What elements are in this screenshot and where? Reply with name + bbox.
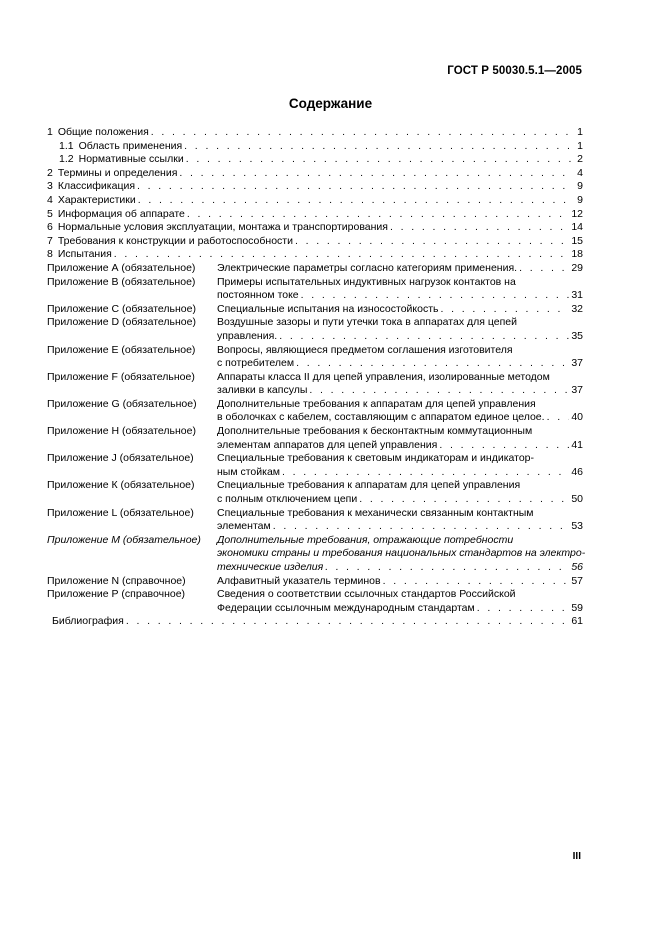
toc-entry-title: Специальные требования к аппаратам для цепей управления [217, 479, 521, 492]
toc-entry-page: 9 [577, 193, 583, 206]
toc-entry-number: Приложение В (обязательное) [47, 275, 196, 288]
toc-entry-page: 59 [571, 601, 583, 614]
toc-entry[interactable] [47, 303, 583, 317]
toc-entry-number: Приложение Р (справочное) [47, 588, 186, 601]
toc-entry-page: 9 [577, 180, 583, 193]
dot-leader [137, 180, 573, 194]
toc-entry-number: Приложение G (обязательное) [47, 397, 197, 410]
toc-entry-title: Нормативные ссылки [78, 153, 184, 166]
toc-entry[interactable] [47, 575, 583, 589]
toc-entry-title: Воздушные зазоры и пути утечки тока в аппаратах для цепей [217, 316, 517, 329]
toc-entry-number: 4 [47, 193, 53, 206]
toc-entry-number: Приложение D (обязательное) [47, 316, 196, 329]
toc-entry-number: Приложение А (обязательное) [47, 261, 196, 274]
toc-entry-title: Аппараты класса II для цепей управления, изолированные методом [217, 370, 550, 383]
toc-entry-page: 18 [571, 248, 583, 261]
dot-leader [547, 411, 570, 425]
toc-entry-title: Классификация [57, 180, 136, 193]
toc-entry[interactable] [47, 194, 583, 208]
toc-entry-number: Приложение С (обязательное) [47, 302, 196, 315]
toc-entry-number: 7 [47, 234, 53, 247]
dot-leader [295, 235, 569, 249]
dot-leader [383, 575, 570, 589]
page-title: Содержание [288, 96, 373, 111]
toc-entry-title: Специальные требования к световым индикаторам и индикатор- [217, 452, 534, 465]
toc-entry-title: Специальные испытания на износостойкость [217, 302, 439, 315]
toc-entry[interactable] [47, 371, 583, 398]
toc-entry-number: 5 [47, 207, 53, 220]
toc-entry-page: 4 [577, 166, 583, 179]
dot-leader [273, 520, 570, 534]
toc-entry-title: элементам аппаратов для цепей управления [217, 438, 438, 451]
dot-leader [184, 140, 573, 154]
toc-entry-number: Приложение М (обязательное) [47, 533, 201, 546]
toc-entry[interactable] [47, 140, 583, 154]
toc-entry-title: в оболочках с кабелем, составляющим с аппаратом единое целое. [217, 411, 545, 424]
dot-leader [296, 357, 569, 371]
toc-entry[interactable] [47, 153, 583, 167]
dot-leader [359, 493, 569, 507]
toc-entry-page: 40 [571, 411, 583, 424]
toc-entry-title: Термины и определения [57, 166, 178, 179]
dot-leader [179, 167, 573, 181]
toc-entry-number: 8 [47, 248, 53, 261]
toc-entry[interactable] [47, 208, 583, 222]
toc-entry[interactable] [47, 221, 583, 235]
page-number: III [572, 851, 581, 862]
toc-entry[interactable] [47, 262, 583, 276]
toc-entry-title: ным стойкам [217, 465, 281, 478]
toc-entry-page: 37 [571, 384, 583, 397]
toc-entry-number: Приложение К (обязательное) [47, 479, 195, 492]
toc-entry-page: 46 [571, 465, 583, 478]
toc-entry[interactable] [47, 507, 583, 534]
dot-leader [309, 384, 569, 398]
toc-entry-title: Библиография [52, 615, 124, 628]
toc-entry-page: 41 [571, 438, 583, 451]
toc-entry[interactable] [47, 248, 583, 262]
toc-entry-number: Приложение N (справочное) [47, 574, 186, 587]
toc-entry[interactable] [47, 344, 583, 371]
toc-entry[interactable] [47, 316, 583, 343]
toc-entry-title: с полным отключением цепи [217, 493, 358, 506]
toc-entry-title: Общие положения [57, 126, 149, 138]
dot-leader [187, 208, 569, 222]
toc-entry[interactable] [47, 588, 583, 615]
toc-entry-page: 61 [571, 615, 583, 628]
dot-leader [279, 330, 569, 344]
dot-leader [301, 289, 570, 303]
toc-entry-number: 3 [47, 180, 53, 193]
toc-entry-title: экономики страны и требования национальных стандартов на электро- [217, 547, 586, 560]
toc-entry-title: Алфавитный указатель терминов [217, 574, 381, 587]
toc-entry-number: 6 [47, 221, 53, 234]
toc-entry-page: 14 [571, 221, 583, 234]
toc-entry-title: Дополнительные требования к аппаратам для цепей управления [217, 397, 536, 410]
toc-entry-number: Приложение L (обязательное) [47, 506, 194, 519]
toc-entry-page: 57 [571, 574, 583, 587]
toc-entry[interactable] [47, 276, 583, 303]
toc-entry-page: 12 [571, 207, 583, 220]
toc-entry-number: Приложение Е (обязательное) [47, 343, 196, 356]
dot-leader [186, 153, 573, 167]
dot-leader [439, 439, 569, 453]
toc-entry-page: 56 [571, 561, 583, 573]
toc-entry-title: Вопросы, являющиеся предметом соглашения изготовителя [217, 343, 513, 356]
toc-entry-title: с потребителем [217, 357, 295, 370]
toc-entry[interactable] [47, 533, 586, 575]
dot-leader [138, 194, 573, 208]
dot-leader [519, 262, 569, 276]
toc-entry[interactable] [47, 452, 583, 479]
toc-entry-title: Федерации ссылочным международным стандартам [217, 601, 475, 614]
toc-entry[interactable] [47, 425, 583, 452]
dot-leader [390, 221, 569, 235]
dot-leader [477, 602, 570, 616]
toc-entry-number: Приложение F (обязательное) [47, 370, 195, 383]
toc-entry-title: Специальные требования к механически связанным контактным [217, 506, 534, 519]
toc-entry-title: Характеристики [57, 193, 136, 206]
toc-entry[interactable] [47, 398, 583, 425]
toc-entry[interactable] [47, 180, 583, 194]
toc-entry-title: элементам [217, 520, 271, 533]
toc-entry-page: 2 [577, 153, 583, 166]
toc-entry-title: Сведения о соответствии ссылочных стандартов Российской [217, 588, 516, 601]
toc-entry-title: Дополнительные требования, отражающие потребности [217, 533, 514, 546]
dot-leader [282, 466, 569, 480]
table-of-contents [47, 126, 586, 629]
dot-leader [325, 561, 569, 575]
toc-entry-number: 2 [47, 166, 53, 179]
toc-entry-page: 50 [571, 493, 583, 506]
toc-entry-number: Приложение Н (обязательное) [47, 425, 196, 438]
toc-entry-title: Электрические параметры согласно категориям применения. [217, 261, 518, 274]
toc-entry-title: заливки в капсулы [217, 384, 308, 397]
toc-entry-number: 1 [47, 126, 53, 138]
toc-entry-number: 1.1 [59, 139, 74, 152]
toc-entry-page: 53 [571, 520, 583, 533]
document-code: ГОСТ Р 50030.5.1—2005 [447, 65, 582, 77]
toc-entry[interactable] [47, 235, 583, 249]
toc-entry-title: постоянном токе [217, 289, 299, 302]
toc-entry-title: Испытания [57, 248, 112, 261]
toc-entry-page: 29 [571, 261, 583, 274]
dot-leader [440, 303, 569, 317]
dot-leader [126, 615, 569, 629]
toc-entry-title: Требования к конструкции и работоспособности [57, 234, 293, 247]
toc-entry-page: 35 [571, 329, 583, 342]
toc-entry-title: Примеры испытательных индуктивных нагрузок контактов на [217, 275, 516, 288]
toc-entry-page: 15 [571, 234, 583, 247]
toc-entry-page: 32 [571, 302, 583, 315]
toc-entry[interactable] [47, 167, 583, 181]
toc-entry-title: Информация об аппарате [57, 207, 185, 220]
toc-entry-number: Приложение J (обязательное) [47, 452, 194, 465]
toc-entry-page: 37 [571, 357, 583, 370]
toc-entry-page: 1 [577, 126, 583, 138]
dot-leader [151, 126, 573, 140]
toc-entry[interactable] [47, 479, 583, 506]
toc-entry-title: управления. [217, 329, 278, 342]
toc-entry-title: Дополнительные требования к бесконтактным коммутационным [217, 425, 533, 438]
toc-entry-number: 1.2 [59, 153, 74, 166]
dot-leader [114, 248, 570, 262]
toc-entry-page: 1 [577, 139, 583, 152]
toc-entry-page: 31 [571, 289, 583, 302]
toc-entry-title: Область применения [78, 139, 183, 152]
toc-entry-title: технические изделия [217, 561, 324, 573]
toc-entry[interactable] [47, 126, 583, 140]
toc-entry[interactable] [47, 615, 583, 629]
toc-entry-title: Нормальные условия эксплуатации, монтажа и транспортирования [57, 221, 388, 234]
